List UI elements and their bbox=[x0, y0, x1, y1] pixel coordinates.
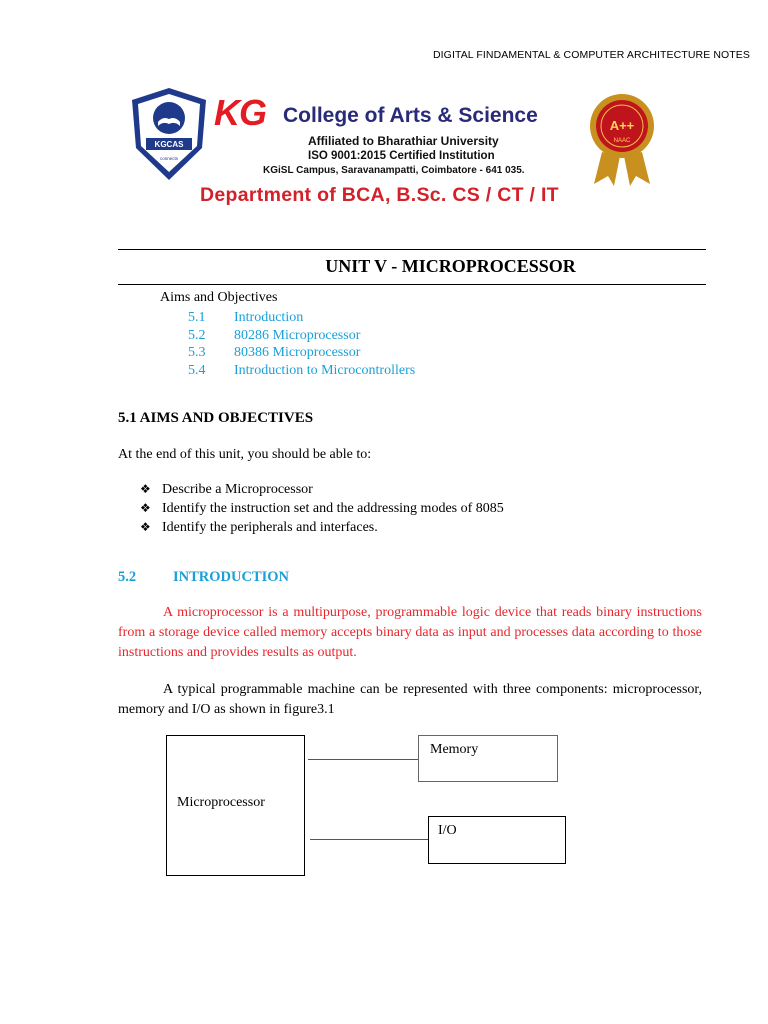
toc-item-number: 5.2 bbox=[188, 327, 206, 343]
toc-item-number: 5.1 bbox=[188, 310, 206, 325]
list-item-text: Describe a Microprocessor bbox=[162, 482, 313, 497]
list-item bbox=[140, 480, 504, 499]
introduction-heading bbox=[118, 569, 289, 586]
college-letterhead bbox=[118, 78, 638, 213]
naac-accreditation-seal bbox=[588, 88, 656, 186]
io-label: I/O bbox=[438, 823, 457, 838]
diamond-bullet-icon: ❖ bbox=[140, 520, 151, 534]
memory-label: Memory bbox=[430, 742, 479, 757]
intro-paragraph: A typical programmable machine can be represented with three components: microprocessor, memory and I/O as shown in figure3.1 bbox=[118, 682, 702, 717]
table-of-contents bbox=[188, 309, 415, 379]
college-crest-logo bbox=[128, 86, 210, 182]
affiliation-line: Affiliated to Bharathiar University bbox=[308, 134, 499, 148]
list-item bbox=[140, 518, 504, 537]
title-top-rule bbox=[118, 249, 706, 250]
unit-title: UNIT V - MICROPROCESSOR bbox=[325, 256, 576, 276]
toc-item-number: 5.4 bbox=[188, 362, 206, 378]
memory-connector bbox=[308, 759, 418, 760]
svg-text:connects: connects bbox=[159, 156, 179, 161]
toc-item-title: Introduction bbox=[234, 310, 304, 325]
department-line: Department of BCA, B.Sc. CS / CT / IT bbox=[200, 184, 559, 206]
section-title: INTRODUCTION bbox=[173, 569, 290, 585]
diamond-bullet-icon: ❖ bbox=[140, 501, 151, 515]
diamond-bullet-icon: ❖ bbox=[140, 482, 151, 496]
svg-text:KGCAS: KGCAS bbox=[154, 140, 184, 149]
toc-item-number: 5.3 bbox=[188, 345, 206, 360]
toc-item-title: Introduction to Microcontrollers bbox=[234, 362, 416, 378]
intro-paragraph-highlighted: A microprocessor is a multipurpose, programmable logic device that reads binary instructions from a storage device called memory accepts binary data as input and processes data according to those instructions and provides results as output. bbox=[118, 605, 702, 660]
microprocessor-label: Microprocessor bbox=[177, 795, 265, 810]
svg-text:NAAC: NAAC bbox=[613, 138, 631, 144]
toc-item[interactable] bbox=[188, 362, 415, 380]
address-line: KGiSL Campus, Saravanampatti, Coimbatore - 641 035. bbox=[263, 165, 525, 176]
brand-mark: KG bbox=[214, 92, 266, 133]
list-item bbox=[140, 499, 504, 518]
toc-item-title: 80286 Microprocessor bbox=[234, 327, 361, 343]
io-connector bbox=[310, 839, 428, 840]
aims-lead-text: At the end of this unit, you should be able to: bbox=[118, 447, 372, 462]
title-bottom-rule bbox=[118, 284, 706, 285]
svg-text:A++: A++ bbox=[609, 118, 635, 133]
list-item-text: Identify the instruction set and the addressing modes of 8085 bbox=[162, 501, 504, 516]
objectives-list bbox=[140, 480, 504, 537]
section-number: 5.2 bbox=[118, 569, 137, 585]
page-header: DIGITAL FINDAMENTAL & COMPUTER ARCHITECTURE NOTES bbox=[432, 49, 750, 61]
toc-label: Aims and Objectives bbox=[160, 290, 278, 305]
toc-item[interactable] bbox=[188, 327, 415, 345]
college-name: College of Arts & Science bbox=[283, 104, 538, 127]
toc-item[interactable] bbox=[188, 309, 415, 327]
toc-item-title: 80386 Microprocessor bbox=[234, 345, 361, 360]
aims-heading: 5.1 AIMS AND OBJECTIVES bbox=[118, 410, 314, 426]
iso-line: ISO 9001:2015 Certified Institution bbox=[308, 150, 495, 162]
list-item-text: Identify the peripherals and interfaces. bbox=[162, 520, 378, 535]
toc-item[interactable] bbox=[188, 344, 415, 362]
